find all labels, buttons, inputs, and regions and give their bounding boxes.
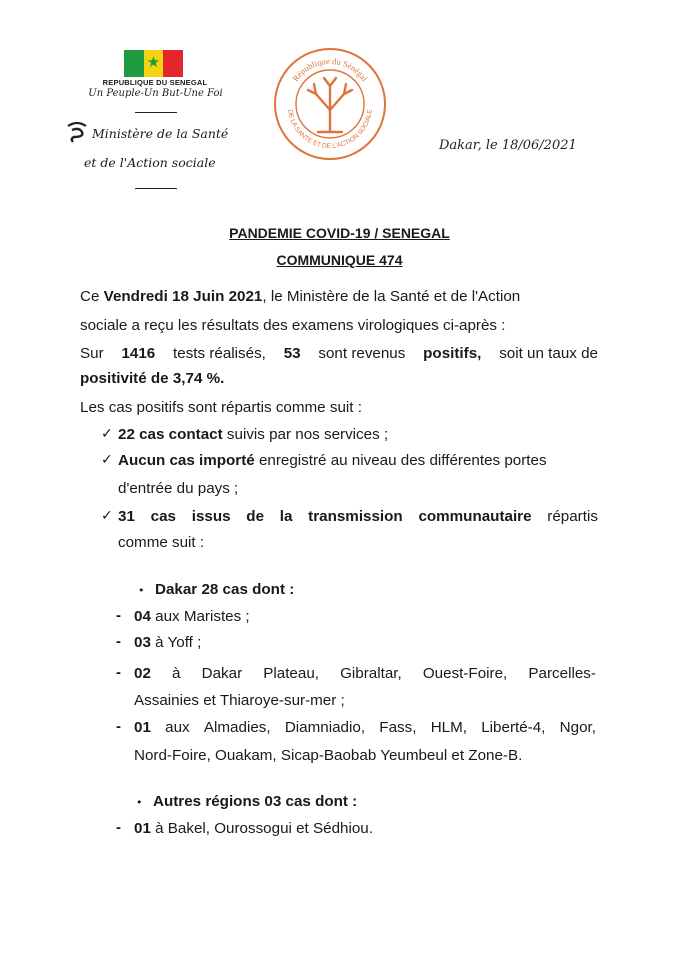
community-cases-item <box>118 507 598 527</box>
word: Diamniadio, <box>284 719 366 736</box>
dash-marker: - <box>116 607 121 624</box>
word: Liberté-4, <box>481 719 546 736</box>
word: de <box>246 508 265 525</box>
dash-marker: - <box>116 664 121 681</box>
contact-cases-count: 22 cas contact <box>118 426 223 443</box>
dakar-plateau-line <box>134 664 596 684</box>
imported-cases-text: enregistré au niveau des différentes portes <box>254 452 547 469</box>
other-regions-heading: Autres régions 03 cas dont : <box>153 793 358 810</box>
national-motto: Un Peuple-Un But-Une Foi <box>88 88 223 99</box>
case-count: 01 <box>134 719 151 736</box>
intro-line-1 <box>80 287 520 307</box>
word: à <box>172 665 181 682</box>
text-soit-un-taux: soit un taux de <box>499 345 598 362</box>
ministry-name-line2: et de l'Action sociale <box>84 155 216 170</box>
locality-text: à Bakel, Ourossogui et Sédhiou. <box>150 820 373 837</box>
imported-cases-item <box>118 451 547 471</box>
community-cases-count: 31 <box>118 508 135 525</box>
word: Fass, <box>379 719 417 736</box>
word: transmission <box>308 508 403 525</box>
case-count: 03 <box>134 634 151 651</box>
word: Plateau, <box>263 665 319 682</box>
official-seal-stamp <box>268 40 390 168</box>
word: Ngor, <box>559 719 596 736</box>
dakar-plateau-line-2: Assainies et Thiaroye-sur-mer ; <box>134 692 345 709</box>
case-count: 02 <box>134 665 151 682</box>
dakar-yoff-line <box>134 633 201 653</box>
check-mark-icon: ✓ <box>101 452 113 468</box>
ministry-name-line1: Ministère de la Santé <box>92 126 229 141</box>
case-count: 04 <box>134 608 151 625</box>
svg-text:DE LA SANTE ET DE L'ACTION SOC: DE LA SANTE ET DE L'ACTION SOCIALE <box>286 109 374 151</box>
dash-marker: - <box>116 819 121 836</box>
intro-line-2: sociale a reçu les résultats des examens virologiques ci-après : <box>80 317 506 334</box>
other-regions-line <box>134 819 373 839</box>
word: aux <box>165 719 190 736</box>
check-mark-icon: ✓ <box>101 426 113 442</box>
tests-count: 1416 <box>121 345 156 362</box>
word: la <box>279 508 293 525</box>
ministry-divider <box>135 188 177 189</box>
word: Almadies, <box>203 719 271 736</box>
dash-marker: - <box>116 718 121 735</box>
word: Ouest-Foire, <box>422 665 508 682</box>
word: Dakar <box>201 665 243 682</box>
bullet-icon: • <box>136 796 143 809</box>
text-positifs: positifs, <box>423 345 482 362</box>
text-sur: Sur <box>80 345 104 362</box>
country-name: REPUBLIQUE DU SENEGAL <box>102 78 208 87</box>
flag-star-icon: ★ <box>146 53 161 71</box>
dakar-almadies-line-2: Nord-Foire, Ouakam, Sicap-Baobab Yeumbeul et Zone-B. <box>134 747 523 764</box>
word: Parcelles- <box>528 665 596 682</box>
dakar-heading: Dakar 28 cas dont : <box>155 581 295 598</box>
positivity-rate: positivité de 3,74 %. <box>80 370 225 387</box>
svg-text:République du Sénégal: République du Sénégal <box>290 55 370 84</box>
word: répartis <box>547 508 598 525</box>
text-ministry-received: , le Ministère de la Santé et de l'Action <box>262 288 521 305</box>
dakar-maristes-line <box>134 607 250 627</box>
imported-cases-line-2: d'entrée du pays ; <box>118 480 239 497</box>
ministry-logo-icon <box>64 120 90 144</box>
word: Gibraltar, <box>340 665 402 682</box>
document-date: Dakar, le 18/06/2021 <box>439 138 577 153</box>
header-divider <box>135 112 177 113</box>
dash-marker: - <box>116 633 121 650</box>
check-mark-icon: ✓ <box>101 508 113 524</box>
cases-distribution-intro: Les cas positifs sont répartis comme suit : <box>80 399 362 416</box>
community-cases-line-2: comme suit : <box>118 534 205 551</box>
senegal-flag <box>124 50 183 77</box>
word: cas <box>150 508 176 525</box>
case-count: 01 <box>134 820 151 837</box>
text-tests-realises: tests réalisés, <box>173 345 266 362</box>
text-sont-revenus: sont revenus <box>318 345 406 362</box>
document-title: PANDEMIE COVID-19 / SENEGAL <box>229 225 450 241</box>
imported-cases-count: Aucun cas importé <box>118 452 255 469</box>
locality-text: à Yoff ; <box>150 634 202 651</box>
contact-cases-item <box>118 425 388 445</box>
tests-line-1 <box>80 344 598 364</box>
word: HLM, <box>430 719 467 736</box>
contact-cases-text: suivis par nos services ; <box>222 426 389 443</box>
communique-number: COMMUNIQUE 474 <box>276 252 403 268</box>
locality-text: aux Maristes ; <box>150 608 250 625</box>
text-ce: Ce <box>80 288 100 305</box>
bullet-icon: • <box>138 584 145 597</box>
word: communautaire <box>418 508 532 525</box>
positive-count: 53 <box>283 345 301 362</box>
date-bold: Vendredi 18 Juin 2021 <box>103 288 263 305</box>
word: issus <box>191 508 231 525</box>
dakar-almadies-line <box>134 718 596 738</box>
